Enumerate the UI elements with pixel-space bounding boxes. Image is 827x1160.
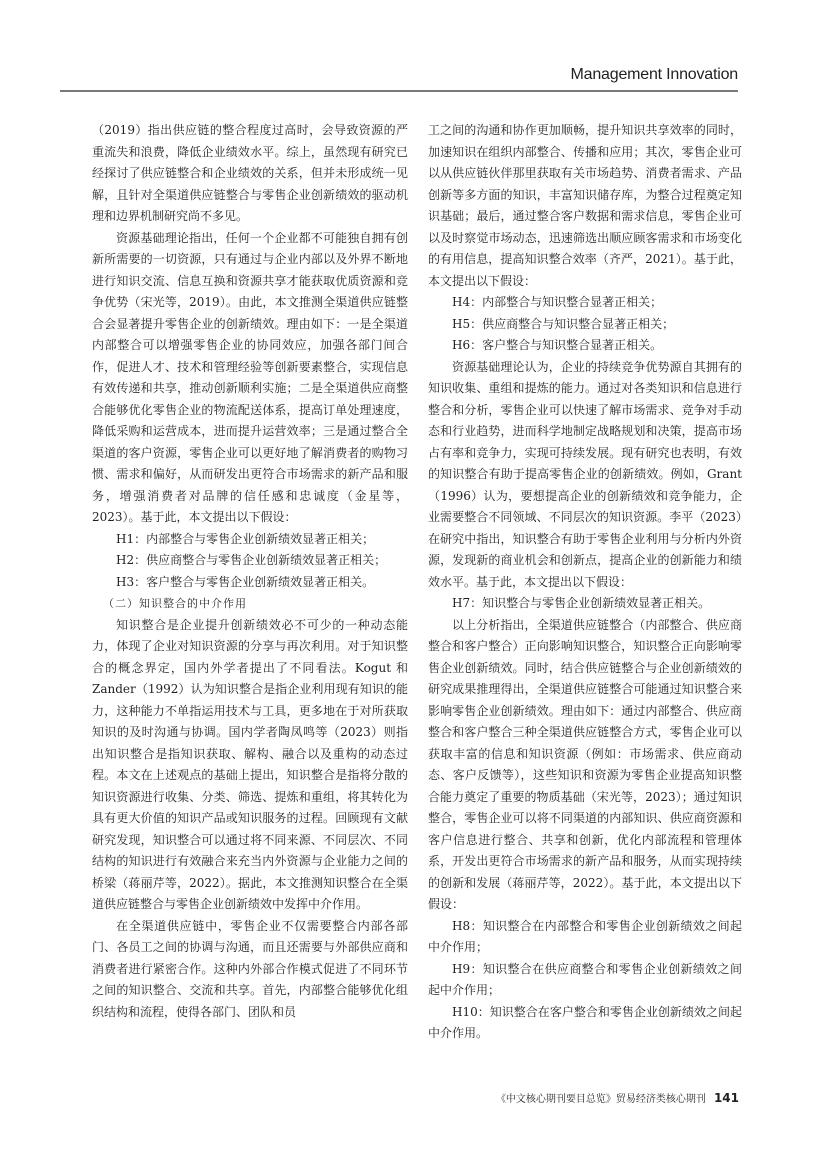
paragraph: 在全渠道供应链中，零售企业不仅需要整合内部各部门、各员工之间的协调与沟通，而且还需要与外部供应商和消费者进行紧密合作。这种内外部合作模式促进了不同环节之间的知识整合、交流和共享。首先，内部整合能够优化组织结构和流程，使得各部门、团队和员 xyxy=(92,918,408,1019)
journal-info: 《中文核心期刊要目总览》贸易经济类核心期刊 xyxy=(495,1094,706,1105)
paragraph-continuation: 工之间的沟通和协作更加顺畅，提升知识共享效率的同时，加速知识在组织内部整合、传播和应用；其次，零售企业可以从供应链伙伴那里获取有关市场趋势、消费者需求、产品创新等多方面的知识，丰富知识储存库，为整合过程奠定知识基础；最后，通过整合客户数据和需求信息，零售企业可以及时察觉市场动态，迅速筛选出顺应顾客需求和市场变化的有用信息，提高知识整合效率（齐严，2021）。基于此，本文提出以下假设： xyxy=(428,123,742,288)
header-divider xyxy=(60,90,738,92)
journal-section-title: Management Innovation xyxy=(570,66,738,83)
hypothesis-h6: H6：客户整合与知识整合显著正相关。 xyxy=(452,338,663,352)
hypothesis-h9: H9：知识整合在供应商整合和零售企业创新绩效之间起中介作用； xyxy=(428,961,742,997)
paragraph: 知识整合是企业提升创新绩效必不可少的一种动态能力，体现了企业对知识资源的分享与再次利用。对于知识整合的概念界定，国内外学者提出了不同看法。Kogut 和 Zander（1992）认为知识整合是指企业利用现有知识的能力，这种能力不单指运用技术与工具，更多地在于对所获取知识的及时沟通与协调。国内学者陶凤鸣等（2023）则指出知识整合是指知识获取、解构、融合以及重构的动态过程。本文在上述观点的基础上提出，知识整合是指将分散的知识资源进行收集、分类、筛选、提炼和重组，将其转化为具有更大价值的知识产品或知识服务的过程。回顾现有文献研究发现，知识整合可以通过将不同来源、不同层次、不同结构的知识进行有效融合来充当内外资源与企业能力之间的桥梁（蒋丽芹等，2022）。据此，本文推测知识整合在全渠道供应链整合与零售企业创新绩效中发挥中介作用。 xyxy=(92,617,408,911)
paragraph-continuation: （2019）指出供应链的整合程度过高时，会导致资源的严重流失和浪费，降低企业绩效水平。综上，虽然现有研究已经探讨了供应链整合和企业绩效的关系，但并未形成统一见解，且针对全渠道供应链整合与零售企业创新绩效的驱动机理和边界机制研究尚不多见。 xyxy=(92,123,408,223)
hypothesis-h1: H1：内部整合与零售企业创新绩效显著正相关； xyxy=(116,531,375,546)
running-footer xyxy=(496,1090,739,1105)
section-subheading: （二）知识整合的中介作用 xyxy=(103,597,247,610)
paragraph: 以上分析指出，全渠道供应链整合（内部整合、供应商整合和客户整合）正向影响知识整合，知识整合正向影响零售企业创新绩效。同时，结合供应链整合与企业创新绩效的研究成果推理得出，全渠道供应链整合可能通过知识整合来影响零售企业创新绩效。理由如下：通过内部整合、供应商整合和客户整合三种全渠道供应链整合方式，零售企业可以获取丰富的信息和知识资源（例如：市场需求、供应商动态、客户反馈等），这些知识和资源为零售企业提高知识整合能力奠定了重要的物质基础（宋光等，2023）；通过知识整合，零售企业可以将不同渠道的内部知识、供应商资源和客户信息进行整合、共享和创新，优化内部流程和管理体系，开发出更符合市场需求的新产品和服务，从而实现持续的创新和发展（蒋丽芹等，2022）。基于此，本文提出以下假设： xyxy=(428,617,742,911)
hypothesis-h7: H7：知识整合与零售企业创新绩效显著正相关。 xyxy=(452,596,711,610)
right-column xyxy=(428,120,742,1045)
hypothesis-h3: H3：客户整合与零售企业创新绩效显著正相关。 xyxy=(116,574,375,589)
hypothesis-h8: H8：知识整合在内部整合和零售企业创新绩效之间起中介作用； xyxy=(428,918,742,954)
left-column xyxy=(92,120,408,1023)
page-number: 141 xyxy=(713,1091,739,1105)
hypothesis-h10: H10：知识整合在客户整合和零售企业创新绩效之间起中介作用。 xyxy=(428,1004,742,1040)
hypothesis-h4: H4：内部整合与知识整合显著正相关； xyxy=(452,295,663,309)
hypothesis-h2: H2：供应商整合与零售企业创新绩效显著正相关； xyxy=(116,553,387,567)
paragraph: 资源基础理论认为，企业的持续竞争优势源自其拥有的知识收集、重组和提炼的能力。通过对各类知识和信息进行整合和分析，零售企业可以快速了解市场需求、竞争对手动态和行业趋势，进而科学地制定战略规划和决策，提高市场占有率和竞争力，实现可持续发展。现有研究也表明，有效的知识整合有助于提高零售企业的创新绩效。例如，Grant（1996）认为，要想提高企业的创新绩效和竞争能力，企业需要整合不同领域、不同层次的知识资源。李平（2023）在研究中指出，知识整合有助于零售企业利用与分析内外资源，发现新的商业机会和创新点，提高企业的创新能力和绩效水平。基于此，本文提出以下假设： xyxy=(428,359,742,589)
paragraph: 资源基础理论指出，任何一个企业都不可能独自拥有创新所需要的一切资源，只有通过与企业内部以及外界不断地进行知识交流、信息互换和资源共享才能获取优质资源和竞争优势（宋光等，2019）。由此，本文推测全渠道供应链整合会显著提升零售企业的创新绩效。理由如下：一是全渠道内部整合可以增强零售企业的协同效应，加强各部门间合作，促进人才、技术和管理经验等创新要素整合，实现信息有效传递和共享，推动创新顺利实施；二是全渠道供应商整合能够优化零售企业的物流配送体系，提高订单处理速度，降低采购和运营成本，进而提升运营效率；三是通过整合全渠道的客户资源，零售企业可以更好地了解消费者的购物习惯、需求和偏好，从而研发出更符合市场需求的新产品和服务，增强消费者对品牌的信任感和忠诚度（金星等，2023）。基于此，本文提出以下假设： xyxy=(92,230,408,524)
running-header xyxy=(60,60,738,90)
hypothesis-h5: H5：供应商整合与知识整合显著正相关； xyxy=(452,316,675,331)
